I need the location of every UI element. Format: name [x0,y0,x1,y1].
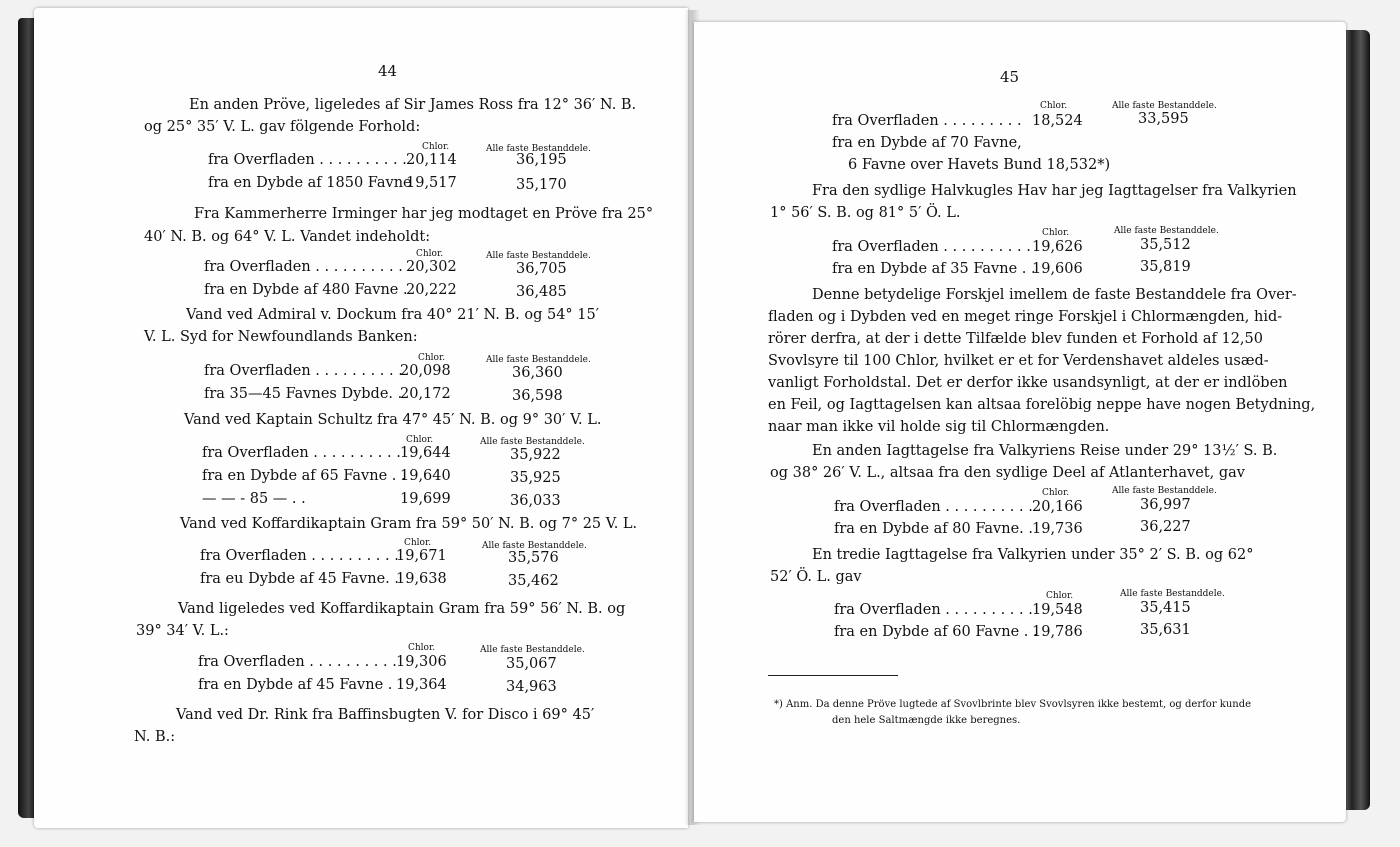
table-cell-faste: 35,415 [1140,600,1191,616]
table-cell-faste: 35,925 [510,470,561,486]
column-header-chlor: Chlor. [1040,101,1068,111]
column-header-faste: Alle faste Bestanddele. [480,645,585,655]
table-cell-faste: 36,485 [516,284,567,300]
paragraph-line: V. L. Syd for Newfoundlands Banken: [144,329,418,345]
paragraph-line: En anden Pröve, ligeledes af Sir James Ross fra 12° 36′ N. B. [189,97,637,113]
paragraph-line: naar man ikke vil holde sig til Chlormængden. [768,419,1110,435]
table-row-label: fra en Dybde af 1850 Favne [208,175,412,191]
table-cell-chlor: 19,306 [396,654,447,670]
table-cell-faste: 35,922 [510,447,561,463]
table-cell-faste: 35,462 [508,573,559,589]
paragraph-line: og 25° 35′ V. L. gav fölgende Forhold: [144,119,421,135]
column-header-faste: Alle faste Bestanddele. [1112,101,1217,111]
column-header-faste: Alle faste Bestanddele. [486,251,591,261]
table-row-label: fra en Dybde af 45 Favne . [198,677,393,693]
column-header-faste: Alle faste Bestanddele. [482,541,587,551]
column-header-chlor: Chlor. [1046,591,1074,601]
table-row-label: fra Overfladen . . . . . . . . . . [204,259,403,275]
paragraph-line: vanligt Forholdstal. Det er derfor ikke usandsynligt, at der er indlöben [768,375,1288,391]
table-cell-faste: 36,227 [1140,519,1191,535]
table-cell-chlor: 19,786 [1032,624,1083,640]
paragraph-line: En anden Iagttagelse fra Valkyriens Reise under 29° 13½′ S. B. [812,443,1278,459]
column-header-faste: Alle faste Bestanddele. [480,437,585,447]
paragraph-line: 1° 56′ S. B. og 81° 5′ Ö. L. [770,205,961,221]
table-cell-chlor: 20,166 [1032,499,1083,515]
table-row-label: fra Overfladen . . . . . . . . . . [834,602,1033,618]
table-cell-faste: 36,997 [1140,497,1191,513]
table-cell-chlor: 19,671 [396,548,447,564]
table-cell-faste: 34,963 [506,679,557,695]
table-cell-faste: 36,195 [516,152,567,168]
footnote-rule [768,675,898,676]
table-row-label: fra en Dybde af 65 Favne . . [202,468,406,484]
table-row-label: fra en Dybde af 35 Favne . . [832,261,1036,277]
column-header-faste: Alle faste Bestanddele. [1114,226,1219,236]
paragraph-line: Vand ved Koffardikaptain Gram fra 59° 50′ N. B. og 7° 25 V. L. [180,516,638,532]
column-header-faste: Alle faste Bestanddele. [1112,486,1217,496]
table-row-label: fra Overfladen . . . . . . . . . . [204,363,403,379]
left-page [34,8,688,828]
paragraph-line: 52′ Ö. L. gav [770,569,862,585]
paragraph-line: Fra Kammerherre Irminger har jeg modtaget en Pröve fra 25° [194,206,654,222]
paragraph-line: og 38° 26′ V. L., altsaa fra den sydlige Deel af Atlanterhavet, gav [770,465,1245,481]
table-cell-faste: 35,067 [506,656,557,672]
column-header-faste: Alle faste Bestanddele. [486,355,591,365]
table-cell-chlor: 19,626 [1032,239,1083,255]
table-cell-chlor: 19,364 [396,677,447,693]
table-row-label: fra 35—45 Favnes Dybde. . [204,386,403,402]
paragraph-line: N. B.: [134,729,176,745]
paragraph-line: Vand ligeledes ved Koffardikaptain Gram fra 59° 56′ N. B. og [178,601,626,617]
column-header-chlor: Chlor. [406,435,434,445]
paragraph-line: 40′ N. B. og 64° V. L. Vandet indeholdt: [144,229,431,245]
table-cell-chlor: 19,644 [400,445,451,461]
paragraph-line: Svovlsyre til 100 Chlor, hvilket er et for Verdenshavet aldeles usæd- [768,353,1269,369]
table-row-label: fra en Dybde af 60 Favne . . [834,624,1038,640]
paragraph-line: Vand ved Dr. Rink fra Baffinsbugten V. for Disco i 69° 45′ [176,707,595,723]
table-cell-chlor: 19,736 [1032,521,1083,537]
paragraph-line: Denne betydelige Forskjel imellem de faste Bestanddele fra Over- [812,287,1297,303]
column-header-faste: Alle faste Bestanddele. [1120,589,1225,599]
table-row-label: fra eu Dybde af 45 Favne. . [200,571,399,587]
table-cell-faste: 35,576 [508,550,559,566]
footnote-line: *) Anm. Da denne Pröve lugtede af Svovlbrinte blev Svovlsyren ikke bestemt, og derfor kunde [774,699,1252,710]
column-header-chlor: Chlor. [404,538,432,548]
column-header-chlor: Chlor. [416,249,444,259]
column-header-chlor: Chlor. [418,353,446,363]
table-row-label: fra Overfladen . . . . . . . . . . [832,239,1031,255]
column-header-faste: Alle faste Bestanddele. [486,144,591,154]
table-cell-chlor: 19,699 [400,491,451,507]
table-cell-chlor: 20,098 [400,363,451,379]
table-cell-faste: 36,360 [512,365,563,381]
table-cell-chlor: 20,302 [406,259,457,275]
table-cell-chlor: 19,548 [1032,602,1083,618]
table-cell-chlor: 19,517 [406,175,457,191]
table-row-label: fra Overfladen . . . . . . . . . . [198,654,397,670]
table-row-label: fra en Dybde af 480 Favne . [204,282,408,298]
paragraph-line: fladen og i Dybden ved en meget ringe Forskjel i Chlormængden, hid- [768,309,1283,325]
table-cell-chlor: 20,114 [406,152,457,168]
table-row-label: fra Overfladen . . . . . . . . . . [834,499,1033,515]
paragraph-line: en Feil, og Iagttagelsen kan altsaa forelöbig neppe have nogen Betydning, [768,397,1316,413]
paragraph-line: En tredie Iagttagelse fra Valkyrien under 35° 2′ S. B. og 62° [812,547,1254,563]
paragraph-line: Fra den sydlige Halvkugles Hav har jeg Iagttagelser fra Valkyrien [812,183,1297,199]
table-cell-chlor: 18,524 [1032,113,1083,129]
table-cell-faste: 35,631 [1140,622,1191,638]
table-row-label: fra Overfladen . . . . . . . . . . [200,548,399,564]
page-number: 45 [1000,68,1020,86]
right-page [694,22,1346,822]
table-cell-faste: 35,819 [1140,259,1191,275]
column-header-chlor: Chlor. [422,142,450,152]
table-cell-faste: 36,705 [516,261,567,277]
column-header-chlor: Chlor. [408,643,436,653]
paragraph-line: 39° 34′ V. L.: [136,623,229,639]
table-cell-chlor: 19,640 [400,468,451,484]
paragraph-line: Vand ved Kaptain Schultz fra 47° 45′ N. B. og 9° 30′ V. L. [184,412,602,428]
paragraph-line: rörer derfra, at der i dette Tilfælde blev funden et Forhold af 12,50 [768,331,1263,347]
table-cell-chlor: 20,222 [406,282,457,298]
table-cell-faste: 36,033 [510,493,561,509]
table-cell-faste: 36,598 [512,388,563,404]
table-note-line: fra en Dybde af 70 Favne, [832,135,1022,151]
table-row-label: fra Overfladen . . . . . . . . . [832,113,1022,129]
table-cell-faste: 35,170 [516,177,567,193]
column-header-chlor: Chlor. [1042,228,1070,238]
paragraph-line: Vand ved Admiral v. Dockum fra 40° 21′ N. B. og 54° 15′ [186,307,600,323]
table-row-label: fra Overfladen . . . . . . . . . . [202,445,401,461]
footnote-line: den hele Saltmængde ikke beregnes. [832,715,1021,726]
table-cell-chlor: 20,172 [400,386,451,402]
table-cell-faste: 35,512 [1140,237,1191,253]
table-row-label: — — - 85 — . . [202,491,306,507]
page-number: 44 [378,62,398,80]
table-cell-faste: 33,595 [1138,111,1189,127]
table-note-line: 6 Favne over Havets Bund 18,532*) [848,157,1111,173]
column-header-chlor: Chlor. [1042,488,1070,498]
table-cell-chlor: 19,638 [396,571,447,587]
table-row-label: fra Overfladen . . . . . . . . . . [208,152,407,168]
table-row-label: fra en Dybde af 80 Favne. . [834,521,1033,537]
table-cell-chlor: 19,606 [1032,261,1083,277]
